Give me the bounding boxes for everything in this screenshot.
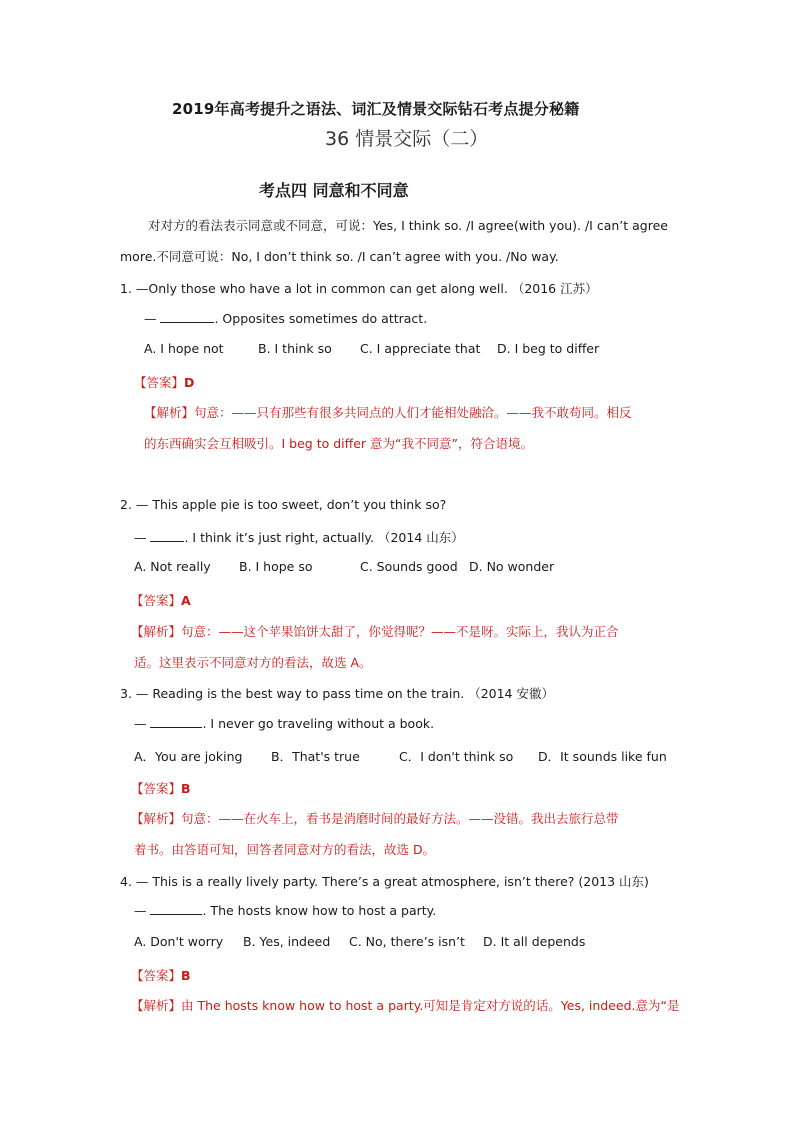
question-3-analysis-line-1 xyxy=(131,809,619,827)
answer-value: B xyxy=(181,781,191,796)
question-2-analysis-line-1 xyxy=(131,622,619,640)
option-a: A．You are joking xyxy=(134,749,243,764)
question-1-answer xyxy=(134,372,194,391)
section-heading: 考点四 同意和不同意 xyxy=(259,181,409,200)
reply-text: . The hosts know how to host a party. xyxy=(202,903,437,918)
analysis-label: 【解析】 xyxy=(131,998,182,1013)
answer-value: A xyxy=(181,593,191,608)
answer-blank xyxy=(150,715,202,728)
analysis-text: 句意：——这个苹果馅饼太甜了，你觉得呢？——不是呀。实际上，我认为正合 xyxy=(181,624,619,639)
option-c: C. Sounds good xyxy=(360,559,458,574)
question-2-analysis-line-2: 适。这里表示不同意对方的看法，故选 A。 xyxy=(134,655,372,670)
reply-text: . I think it’s just right, actually. （2014 山东） xyxy=(184,530,464,545)
analysis-label: 【解析】 xyxy=(131,811,182,826)
reply-text: . Opposites sometimes do attract. xyxy=(214,311,428,326)
answer-label: 【答案】 xyxy=(131,593,182,608)
option-b: B. I hope so xyxy=(239,559,313,574)
reply-dash: — xyxy=(144,311,161,326)
option-a: A. I hope not xyxy=(144,341,224,356)
question-1-analysis-line-1 xyxy=(144,403,632,421)
document-title: 2019年高考提升之语法、词汇及情景交际钻石考点提分秘籍 xyxy=(172,100,580,118)
option-b: B. I think so xyxy=(258,341,332,356)
option-d: D．It sounds like fun xyxy=(538,749,667,764)
reply-dash: — xyxy=(134,903,151,918)
question-3-stem: 3. — Reading is the best way to pass time on the train. （2014 安徽） xyxy=(120,686,554,701)
answer-blank xyxy=(160,310,214,323)
analysis-text: 由 The hosts know how to host a party.可知是肯定对方说的话。Yes, indeed.意为“是 xyxy=(181,998,680,1013)
reply-dash: — xyxy=(134,716,151,731)
question-2-stem: 2. — This apple pie is too sweet, don’t you think so? xyxy=(120,497,447,512)
option-a: A. Don't worry xyxy=(134,934,224,949)
intro-line-1: 对对方的看法表示同意或不同意，可说：Yes, I think so. /I agree(with you). /I can’t agree xyxy=(148,218,668,233)
option-d: D. I beg to differ xyxy=(497,341,600,356)
question-3-options xyxy=(134,747,667,765)
question-1-options xyxy=(144,341,599,356)
answer-label: 【答案】 xyxy=(134,375,185,390)
question-4-analysis-line-1 xyxy=(131,996,680,1014)
answer-value: D xyxy=(184,375,195,390)
analysis-text: 句意：——在火车上，看书是消磨时间的最好方法。——没错。我出去旅行总带 xyxy=(181,811,619,826)
analysis-text: 句意：——只有那些有很多共同点的人们才能相处融洽。——我不敢苟同。相反 xyxy=(194,405,632,420)
option-d: D. No wonder xyxy=(469,559,555,574)
answer-value: B xyxy=(181,968,191,983)
question-2-reply xyxy=(134,528,464,546)
question-4-reply xyxy=(134,902,436,918)
reply-dash: — xyxy=(134,530,151,545)
option-a: A. Not really xyxy=(134,559,211,574)
question-2-answer xyxy=(131,590,191,609)
option-b: B．That's true xyxy=(271,749,360,764)
answer-blank xyxy=(150,529,184,542)
option-d: D. It all depends xyxy=(483,934,586,949)
question-4-options xyxy=(134,934,585,949)
question-3-answer xyxy=(131,778,191,797)
question-1-reply xyxy=(144,310,427,326)
question-1-stem: 1. —Only those who have a lot in common can get along well. （2016 江苏） xyxy=(120,281,598,296)
document-subtitle: 36 情景交际（二） xyxy=(325,128,489,150)
question-3-reply xyxy=(134,715,434,731)
answer-label: 【答案】 xyxy=(131,781,182,796)
question-4-stem: 4. — This is a really lively party. There’s a great atmosphere, isn’t there? (2013 山东) xyxy=(120,874,649,889)
answer-label: 【答案】 xyxy=(131,968,182,983)
intro-line-2: more.不同意可说：No, I don’t think so. /I can’t agree with you. /No way. xyxy=(120,249,559,264)
question-4-answer xyxy=(131,965,191,984)
reply-text: . I never go traveling without a book. xyxy=(202,716,435,731)
question-2-options xyxy=(134,559,554,574)
question-1-analysis-line-2: 的东西确实会互相吸引。I beg to differ 意为“我不同意”，符合语境。 xyxy=(144,436,533,451)
option-c: C. I appreciate that xyxy=(360,341,481,356)
option-c: C. No, there’s isn’t xyxy=(349,934,465,949)
answer-blank xyxy=(150,902,202,915)
analysis-label: 【解析】 xyxy=(144,405,195,420)
question-3-analysis-line-2: 着书。由答语可知，回答者同意对方的看法，故选 D。 xyxy=(134,842,436,857)
option-b: B. Yes, indeed xyxy=(243,934,331,949)
option-c: C．I don't think so xyxy=(399,749,514,764)
analysis-label: 【解析】 xyxy=(131,624,182,639)
